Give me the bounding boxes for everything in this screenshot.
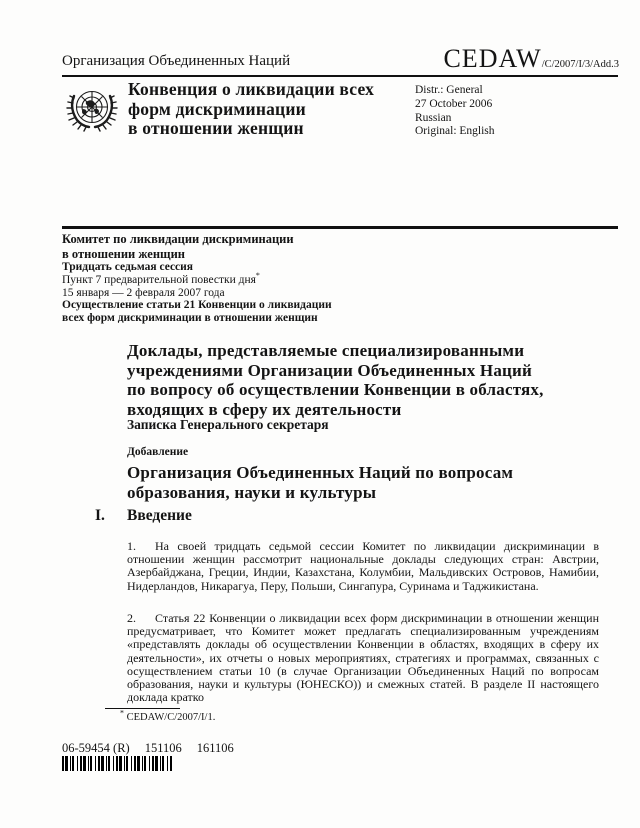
original-language-line: Original: English — [415, 125, 495, 138]
org-name: Организация Объединенных Наций — [62, 53, 291, 69]
footnote-marker: * — [120, 708, 124, 718]
distribution-info — [415, 84, 495, 139]
convention-title-line: в отношении женщин — [128, 118, 304, 138]
distr-line: Distr.: General — [415, 84, 483, 96]
session-line: Тридцать седьмая сессия — [62, 261, 193, 273]
section-numeral: I. — [95, 507, 105, 524]
session-dates-line: 15 января — 2 февраля 2007 года — [62, 286, 225, 299]
footnote-marker: * — [255, 270, 260, 280]
document-symbol-suffix: /C/2007/I/3/Add.3 — [541, 59, 619, 70]
agency-heading-line: Организация Объединенных Наций по вопросам — [127, 463, 514, 482]
document-symbol-main: CEDAW — [443, 44, 542, 73]
document-subtitle: Записка Генерального секретаря — [127, 417, 329, 432]
document-title-line: входящих в сферу их деятельности — [127, 399, 402, 419]
footer-code: 151106 — [144, 741, 182, 755]
document-title-line: Доклады, представляемые специализированными — [127, 341, 525, 360]
paragraph-number: 1. — [127, 539, 136, 553]
un-emblem-icon — [62, 82, 122, 140]
barcode — [62, 756, 172, 771]
footer-code: 161106 — [196, 741, 234, 755]
footnote-text: CEDAW/C/2007/I/1. — [126, 712, 216, 723]
paragraph-text: На своей тридцать седьмой сессии Комитет по ликвидации дискриминации в отношении женщин рассмотрит национальные доклады следующих стран: Австрии, Азербайджана, Греции, Индии, Казахстана, Колумбии, Мальдивских Островов, Намибии, Нидерландов, Никарагуа, Перу, Польши, Сингапура, Суринама и Таджикистана. — [127, 539, 599, 593]
committee-name-line: Комитет по ликвидации дискриминации — [62, 232, 294, 246]
implementation-line: всех форм дискриминации в отношении женщин — [62, 312, 318, 325]
convention-title-line: форм дискриминации — [128, 98, 306, 119]
addendum-label: Добавление — [127, 446, 189, 458]
date-line: 27 October 2006 — [415, 97, 493, 110]
document-title-line: учреждениями Организации Объединенных Наций — [127, 360, 533, 380]
document-symbol — [443, 44, 619, 74]
language-line: Russian — [415, 111, 452, 124]
section-divider — [62, 226, 618, 229]
section-title: Введение — [127, 507, 192, 524]
paragraph-text: Статья 22 Конвенции о ликвидации всех форм дискриминации в отношении женщин предусматривает, что Комитет может предлагать специализированным учреждениям «представлять доклады об осуществлении Конвенции в областях, входящих в сферу их деятельности», их отчеты о новых мероприятиях, стратегиях и программах, связанных с осуществлением статьи 10 (в случае Организации Объединенных Наций по вопросам образования, науки и культуры (ЮНЕСКО)) и смежных статей. В разделе II настоящего доклада кратко — [127, 611, 599, 705]
implementation-line: Осуществление статьи 21 Конвенции о ликвидации — [62, 299, 332, 312]
paragraph-number: 2. — [127, 611, 136, 625]
committee-name-line: в отношении женщин — [62, 246, 185, 261]
footnote — [120, 708, 216, 723]
convention-title — [128, 80, 374, 139]
agenda-item-line: Пункт 7 предварительной повестки дня* — [62, 270, 260, 286]
footer-job-line — [62, 741, 234, 756]
header-divider — [62, 75, 618, 77]
committee-block — [62, 232, 332, 325]
document-title — [127, 341, 547, 419]
agency-heading — [127, 463, 513, 502]
agency-heading-line: образования, науки и культуры — [127, 482, 377, 502]
paragraph-1 — [127, 540, 599, 593]
footnote-divider — [105, 708, 180, 709]
paragraph-2 — [127, 612, 599, 704]
job-number: 06-59454 (R) — [62, 741, 130, 755]
document-title-line: по вопросу об осуществлении Конвенции в областях, — [127, 380, 544, 400]
convention-title-line: Конвенция о ликвидации всех — [128, 79, 375, 99]
section-heading — [95, 507, 192, 525]
